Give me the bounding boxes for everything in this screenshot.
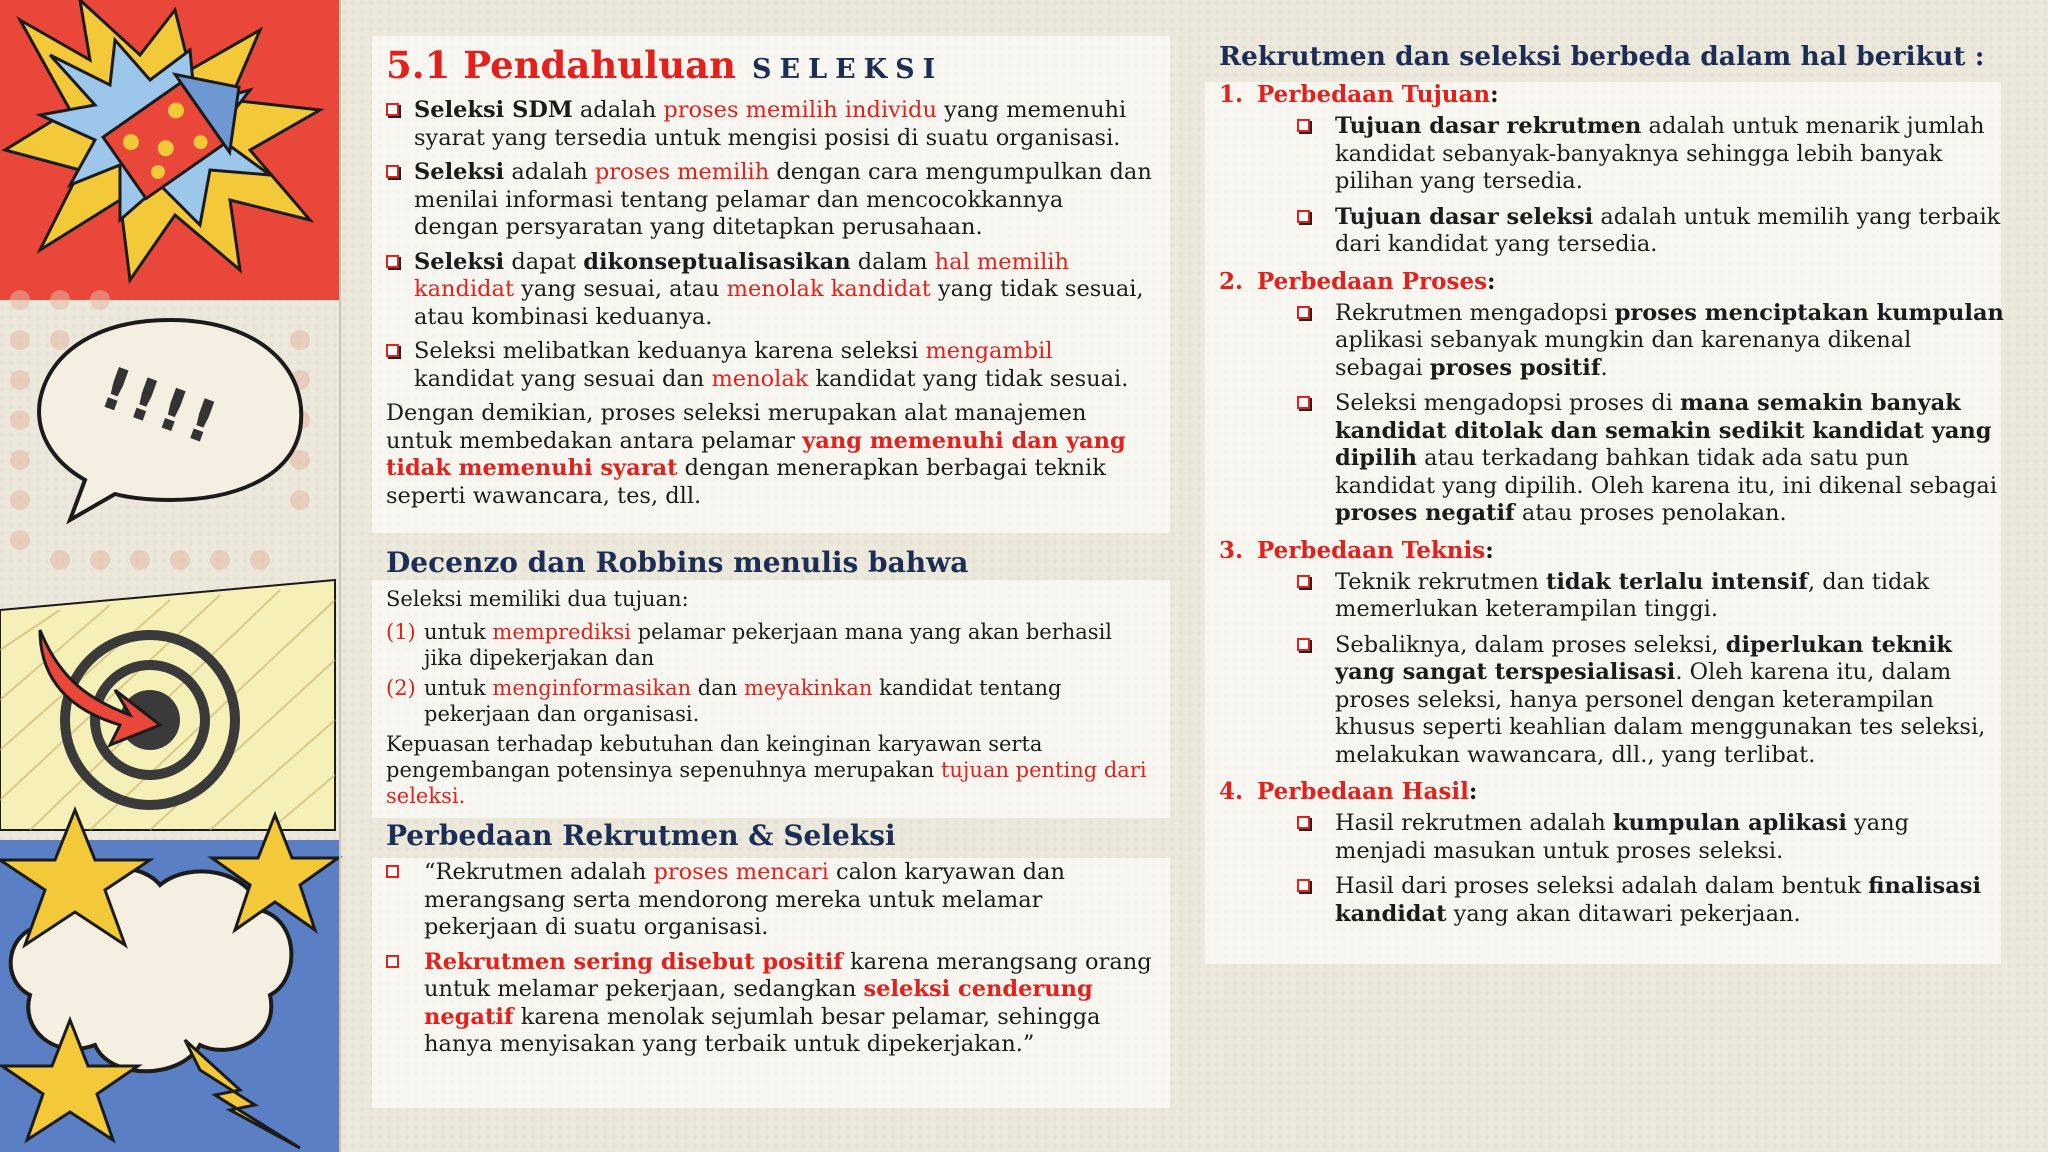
bullet-item: Seleksi adalah proses memilih dengan cara mengumpulkan dan menilai informasi tentang pelamar dan mencocokkannya dengan persyaratan yang ditetapkan perusahaan. — [386, 159, 1152, 242]
checkbox-bullet-icon — [1297, 879, 1310, 892]
section-item: Tujuan dasar seleksi adalah untuk memilih yang terbaik dari kandidat yang tersedia. — [1297, 204, 2005, 259]
checkbox-bullet-icon — [1297, 816, 1310, 829]
checkbox-bullet-icon — [386, 103, 399, 116]
section-tujuan: 1. Perbedaan Tujuan: — [1219, 81, 1499, 108]
section-item: Teknik rekrutmen tidak terlalu intensif, dan tidak memerlukan keterampilan tinggi. — [1297, 569, 2005, 624]
section-hasil: 4. Perbedaan Hasil: — [1219, 778, 1478, 805]
checkbox-bullet-icon — [1297, 119, 1310, 132]
goal-item: (2) untuk menginformasikan dan meyakinkan kandidat tentang pekerjaan dan organisasi. — [386, 676, 1062, 726]
checkbox-bullet-icon — [386, 255, 399, 268]
decenzo-heading: Decenzo dan Robbins menulis bahwa — [386, 546, 969, 579]
section-teknis: 3. Perbedaan Teknis: — [1219, 536, 1494, 564]
section-item: Rekrutmen mengadopsi proses menciptakan kumpulan aplikasi sebanyak mungkin dan karenanya dikenal sebagai proses positif. — [1297, 300, 2005, 383]
comic-decoration-strip — [0, 0, 345, 1152]
checkbox-bullet-icon — [1297, 306, 1310, 319]
checkbox-bullet-icon — [1297, 210, 1310, 223]
checkbox-bullet-icon — [386, 344, 399, 357]
left-column — [372, 42, 1152, 1066]
checkbox-bullet-icon — [386, 165, 399, 178]
section-proses: 2. Perbedaan Proses: — [1219, 267, 1496, 295]
right-column — [1205, 40, 2005, 936]
bullet-item: Seleksi SDM adalah proses memilih individu yang memenuhi syarat yang tersedia untuk mengisi posisi di suatu organisasi. — [386, 97, 1152, 152]
right-heading: Rekrutmen dan seleksi berbeda dalam hal berikut : — [1219, 41, 1985, 72]
goal-item: (1) untuk memprediksi pelamar pekerjaan mana yang akan berhasil jika dipekerjakan dan — [386, 620, 1113, 670]
decenzo-intro: Seleksi memiliki dua tujuan: — [386, 587, 689, 611]
checkbox-bullet-icon — [386, 865, 399, 878]
checkbox-bullet-icon — [1297, 396, 1310, 409]
checkbox-bullet-icon — [1297, 638, 1310, 651]
section-item: Tujuan dasar rekrutmen adalah untuk menarik jumlah kandidat sebanyak-banyaknya sehingga lebih banyak pilihan yang tersedia. — [1297, 113, 2005, 196]
exclamation-marks: !!!! — [92, 353, 230, 459]
perbedaan-item: Rekrutmen sering disebut positif karena merangsang orang untuk melamar pekerjaan, sedangkan seleksi cenderung negatif karena menolak sejumlah besar pelamar, sehingga hanya menyisakan yang terbaik untuk dipekerjakan.” — [386, 949, 1152, 1059]
summary-paragraph: Dengan demikian, proses seleksi merupakan alat manajemen untuk membedakan antara pelamar yang memenuhi dan yang tidak memenuhi syarat dengan menerapkan berbagai teknik seperti wawancara, tes, dll. — [386, 400, 1126, 509]
perbedaan-item: “Rekrutmen adalah proses mencari calon karyawan dan merangsang serta mendorong mereka untuk melamar pekerjaan di suatu organisasi. — [386, 859, 1152, 942]
section-item: Hasil dari proses seleksi adalah dalam bentuk finalisasi kandidat yang akan ditawari pekerjaan. — [1297, 873, 2005, 928]
perbedaan-heading: Perbedaan Rekrutmen & Seleksi — [386, 819, 896, 852]
checkbox-bullet-icon — [1297, 575, 1310, 588]
page-title: 5.1 Pendahuluan SELEKSI — [386, 43, 944, 87]
bullet-item: Seleksi melibatkan keduanya karena seleksi mengambil kandidat yang sesuai dan menolak kandidat yang tidak sesuai. — [386, 338, 1152, 393]
section-item: Sebaliknya, dalam proses seleksi, diperlukan teknik yang sangat terspesialisasi. Oleh karena itu, dalam proses seleksi, hanya personel dengan keterampilan khusus seperti keahlian dalam menggunakan tes seleksi, melakukan wawancara, dll., yang terlibat. — [1297, 632, 2005, 770]
kepuasan-paragraph: Kepuasan terhadap kebutuhan dan keinginan karyawan serta pengembangan potensinya sepenuhnya merupakan tujuan penting dari seleksi. — [386, 732, 1147, 808]
section-item: Hasil rekrutmen adalah kumpulan aplikasi yang menjadi masukan untuk proses seleksi. — [1297, 810, 2005, 865]
section-item: Seleksi mengadopsi proses di mana semakin banyak kandidat ditolak dan semakin sedikit kandidat yang dipilih atau terkadang bahkan tidak ada satu pun kandidat yang dipilih. Oleh karena itu, ini dikenal sebagai proses negatif atau proses penolakan. — [1297, 390, 2005, 528]
checkbox-bullet-icon — [386, 955, 399, 968]
bullet-item: Seleksi dapat dikonseptualisasikan dalam hal memilih kandidat yang sesuai, atau menolak kandidat yang tidak sesuai, atau kombinasi keduanya. — [386, 249, 1152, 332]
